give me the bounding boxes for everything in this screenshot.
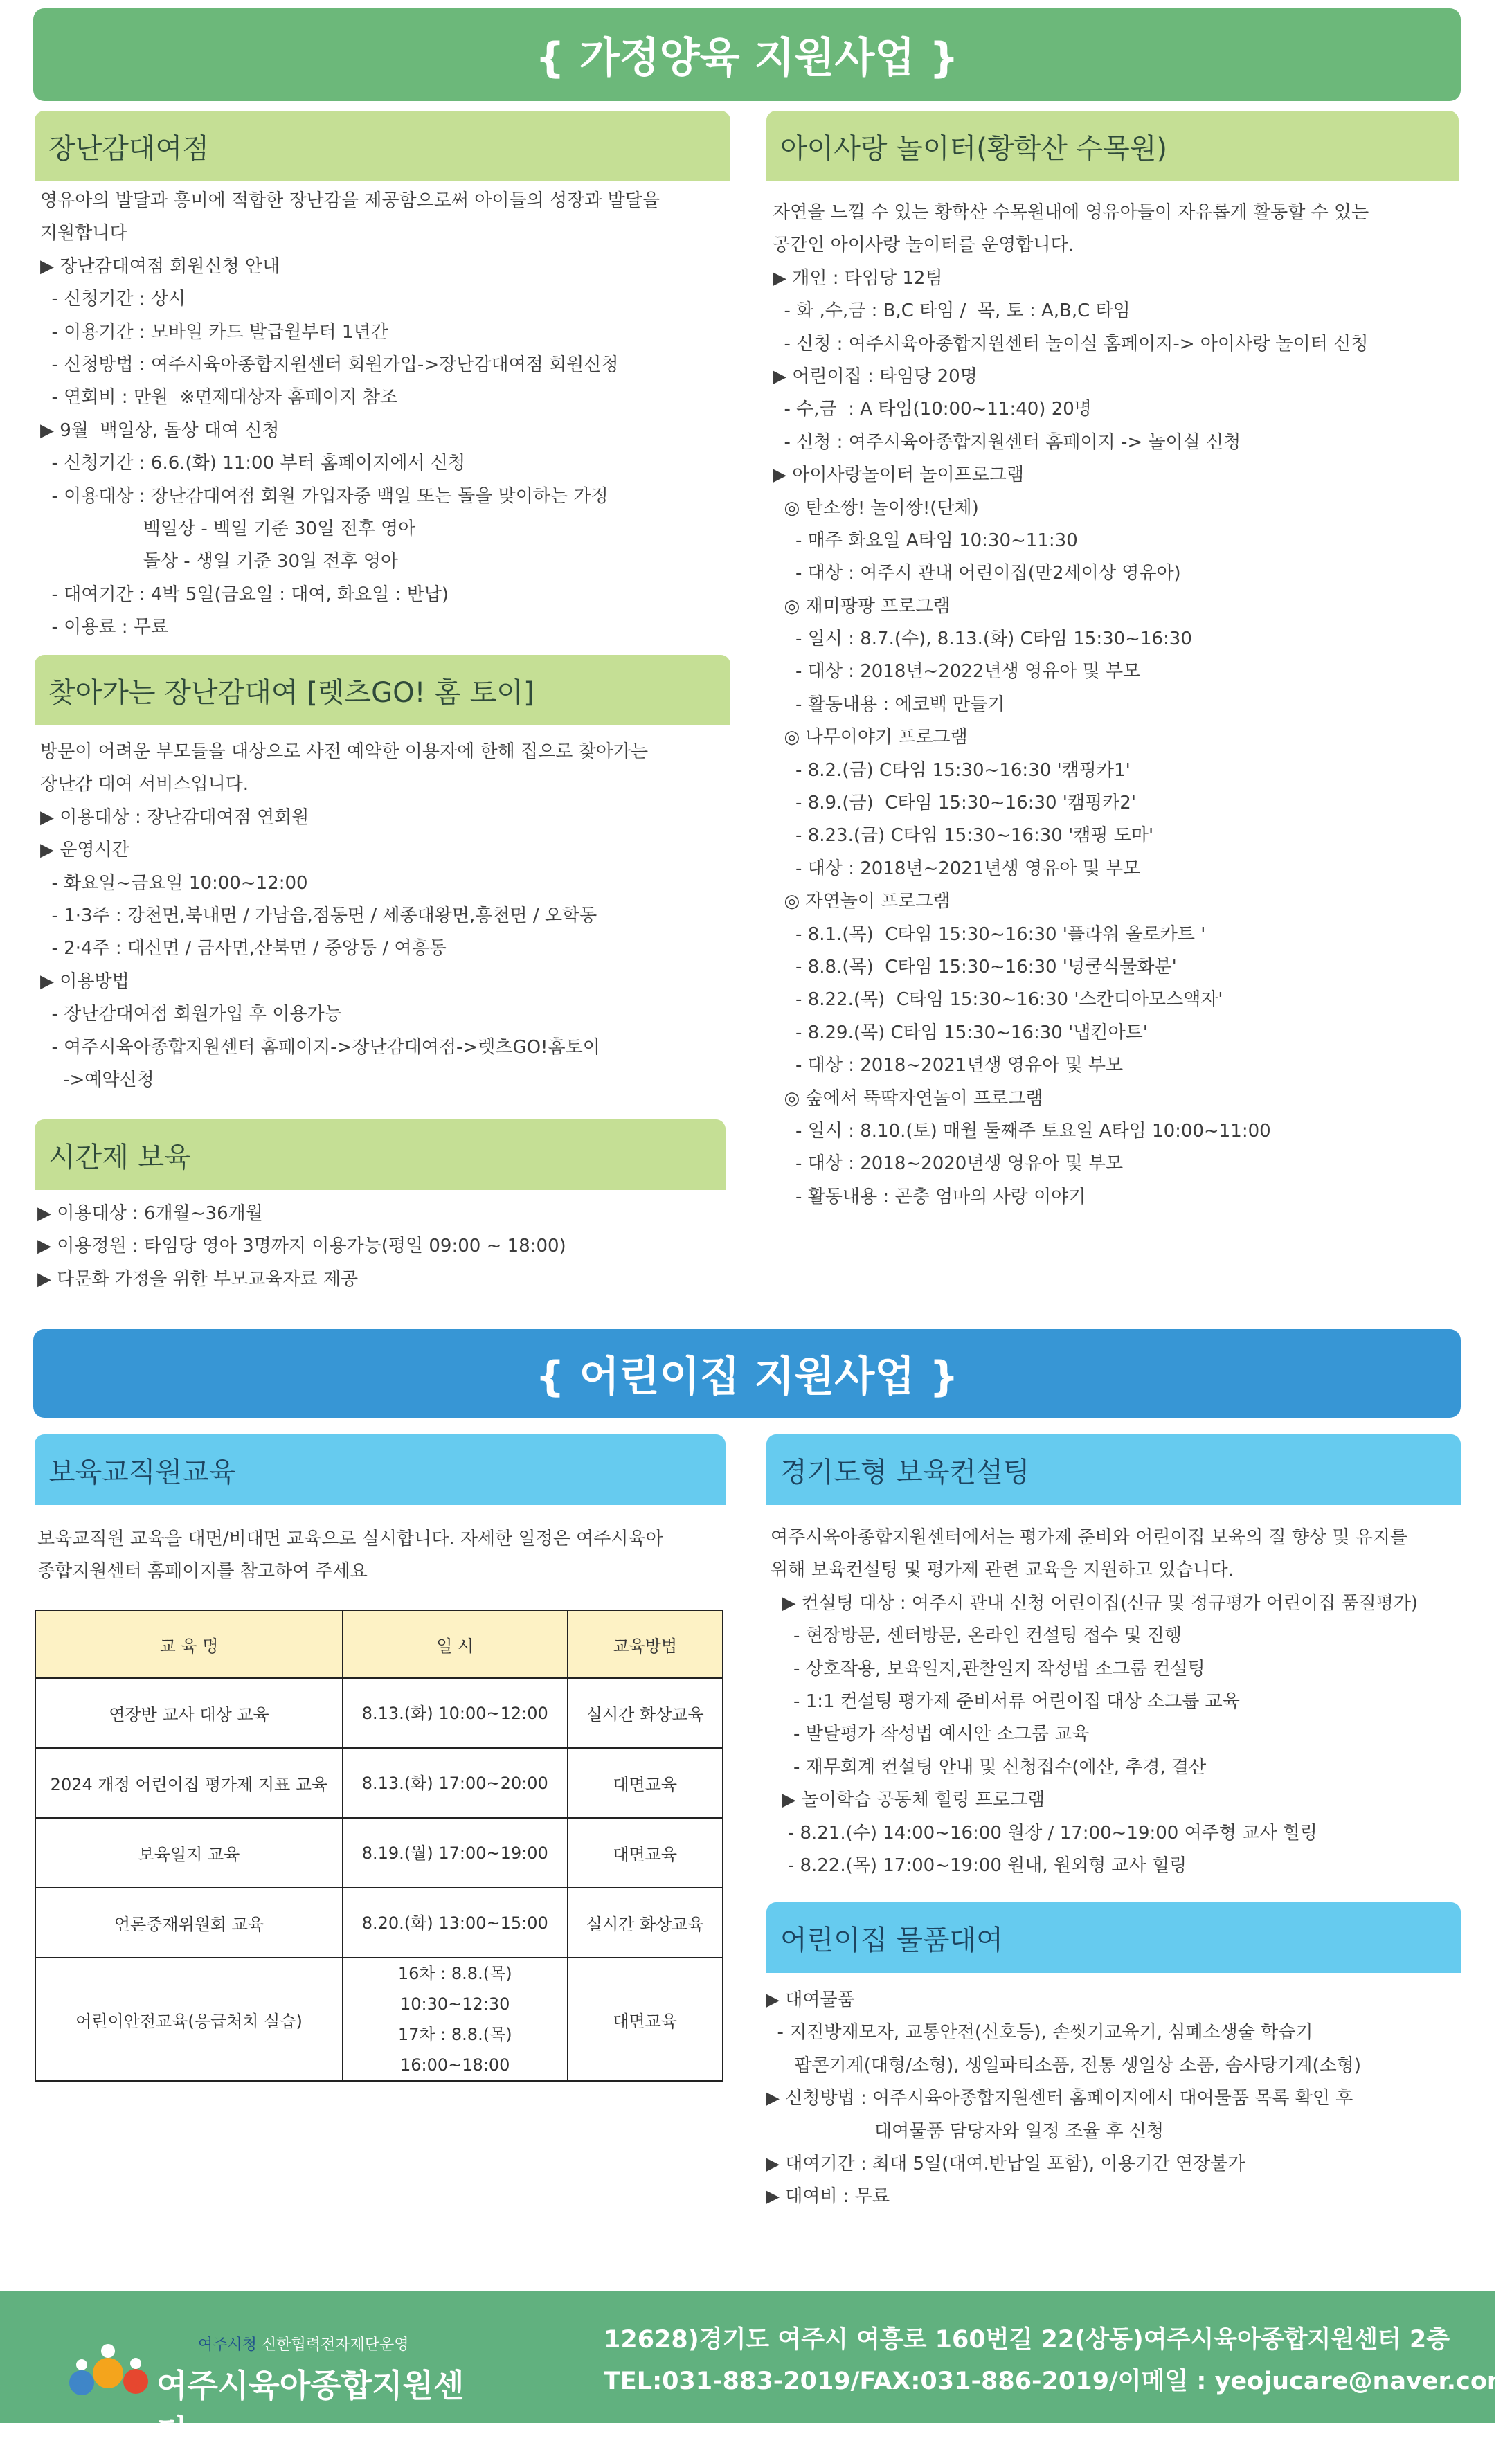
text-line: 영유아의 발달과 흥미에 적합한 장난감을 제공함으로써 아이들의 성장과 발달을	[40, 190, 660, 211]
text-line: ▶ 9월 백일상, 돌상 대여 신청	[40, 420, 280, 441]
text-line: ◎ 나무이야기 프로그램	[773, 727, 968, 748]
text-line: - 8.23.(금) C타임 15:30~16:30 '캠핑 도마'	[773, 825, 1154, 847]
text-line: - 일시 : 8.10.(토) 매월 둘째주 토요일 A타임 10:00~11:00	[773, 1120, 1271, 1142]
text-line: ▶ 이용정원 : 타임당 영아 3명까지 이용가능(평일 09:00 ~ 18:00)	[37, 1236, 566, 1257]
course-date: 16차 : 8.8.(목) 10:30~12:30 17차 : 8.8.(목) 16:00~18:00	[343, 1958, 568, 2081]
header-method: 교육방법	[568, 1610, 723, 1678]
course-method: 대면교육	[568, 1748, 723, 1818]
course-name: 어린이안전교육(응급처치 실습)	[35, 1958, 343, 2081]
toy-library-title: 장난감대여점	[48, 132, 209, 165]
text-line: - 활동내용 : 에코백 만들기	[773, 694, 1005, 715]
toy-go-title: 찾아가는 장난감대여 [렛츠GO! 홈 토이]	[48, 676, 534, 709]
text-line: ▶ 운영시간	[40, 840, 129, 861]
text-line: - 대여기간 : 4박 5일(금요일 : 대여, 화요일 : 반납)	[40, 584, 449, 605]
text-line: ◎ 숲에서 뚝딱자연놀이 프로그램	[773, 1088, 1043, 1109]
text-line: - 일시 : 8.7.(수), 8.13.(화) C타임 15:30~16:30	[773, 629, 1192, 650]
text-line: - 이용기간 : 모바일 카드 발급월부터 1년간	[40, 321, 388, 343]
text-line: - 신청 : 여주시육아종합지원센터 놀이실 홈페이지-> 아이사랑 놀이터 신청	[773, 333, 1369, 354]
header-course-name: 교 육 명	[35, 1610, 343, 1678]
text-line: ▶ 이용대상 : 6개월~36개월	[37, 1203, 263, 1224]
family-support-banner	[33, 8, 1461, 101]
course-method: 대면교육	[568, 1818, 723, 1888]
text-line: - 8.21.(수) 14:00~16:00 원장 / 17:00~19:00 여주형 교사 힐링	[771, 1822, 1317, 1843]
table-row	[35, 1958, 723, 2081]
text-line: - 지진방재모자, 교통안전(신호등), 손씻기교육기, 심폐소생술 학습기	[766, 2022, 1313, 2044]
logo-subtitle: 여주시청 신한협력전자재단운영	[198, 2336, 409, 2354]
text-line: - 매주 화요일 A타임 10:30~11:30	[773, 530, 1078, 551]
text-line: 종합지원센터 홈페이지를 참고하여 주세요	[37, 1561, 368, 1583]
text-line: - 8.9.(금) C타임 15:30~16:30 '캠핑카2'	[773, 793, 1136, 814]
table-row	[35, 1888, 723, 1958]
table-header-row	[35, 1610, 723, 1678]
text-line: - 발달평가 작성법 예시안 소그룹 교육	[771, 1724, 1090, 1745]
text-line: - 활동내용 : 곤충 엄마의 사랑 이야기	[773, 1186, 1086, 1207]
daycare-support-banner	[33, 1329, 1461, 1418]
course-name: 2024 개정 어린이집 평가제 지표 교육	[35, 1748, 343, 1818]
text-line: ▶ 신청방법 : 여주시육아종합지원센터 홈페이지에서 대여물품 목록 확인 후	[766, 2088, 1353, 2109]
text-line: - 1:1 컨설팅 평가제 준비서류 어린이집 대상 소그룹 교육	[771, 1691, 1240, 1712]
daycare-support-title: { 어린이집 지원사업 }	[535, 1353, 959, 1401]
text-line: - 8.8.(목) C타임 15:30~16:30 '넝쿨식물화분'	[773, 956, 1177, 977]
text-line: - 대상 : 2018~2020년생 영유아 및 부모	[773, 1153, 1124, 1175]
text-line: - 수,금 : A 타임(10:00~11:40) 20명	[773, 399, 1092, 420]
consulting-header	[766, 1434, 1461, 1505]
playground-header	[766, 111, 1459, 181]
teacher-edu-header	[35, 1434, 726, 1505]
center-address: 12628)경기도 여주시 여흥로 160번길 22(상동)여주시육아종합지원센터 2층	[604, 2326, 1450, 2354]
playground-title: 아이사랑 놀이터(황학산 수목원)	[780, 132, 1167, 165]
text-line: - 8.22.(목) 17:00~19:00 원내, 원외형 교사 힐링	[771, 1855, 1187, 1876]
logo-name: 여주시육아종합지원센터	[156, 2367, 465, 2450]
text-line: - 이용료 : 무료	[40, 617, 169, 638]
hourly-care-header	[35, 1119, 726, 1190]
text-line: - 8.2.(금) C타임 15:30~16:30 '캠핑카1'	[773, 759, 1131, 781]
course-method: 실시간 화상교육	[568, 1678, 723, 1748]
table-row	[35, 1678, 723, 1748]
text-line: - 8.22.(목) C타임 15:30~16:30 '스칸디아모스액자'	[773, 989, 1223, 1011]
hourly-care-body	[37, 1198, 566, 1296]
course-name: 언론중재위원회 교육	[35, 1888, 343, 1958]
text-line: 장난감 대여 서비스입니다.	[40, 774, 249, 795]
text-line: 돌상 - 생일 기준 30일 전후 영아	[40, 551, 399, 573]
family-logo-icon	[66, 2333, 156, 2402]
course-date: 8.13.(화) 17:00~20:00	[343, 1748, 568, 1818]
text-line: ◎ 탄소짱! 놀이짱!(단체)	[773, 497, 979, 519]
text-line: ▶ 이용대상 : 장난감대여점 연회원	[40, 806, 309, 828]
course-date: 8.19.(월) 17:00~19:00	[343, 1818, 568, 1888]
text-line: ▶ 대여비 : 무료	[766, 2186, 890, 2208]
text-line: - 대상 : 2018년~2022년생 영유아 및 부모	[773, 661, 1141, 683]
text-line: 대여물품 담당자와 일정 조율 후 신청	[766, 2120, 1164, 2142]
text-line: ◎ 자연놀이 프로그램	[773, 891, 951, 912]
playground-body	[773, 197, 1369, 1214]
text-line: - 1·3주 : 강천면,북내면 / 가남읍,점동면 / 세종대왕면,흥천면 / 오학동	[40, 905, 597, 926]
course-name: 보육일지 교육	[35, 1818, 343, 1888]
text-line: ◎ 재미팡팡 프로그램	[773, 595, 951, 617]
text-line: - 상호작용, 보육일지,관찰일지 작성법 소그룹 컨설팅	[771, 1658, 1205, 1679]
text-line: - 연회비 : 만원 ※면제대상자 홈페이지 참조	[40, 387, 398, 408]
text-line: 지원합니다	[40, 223, 127, 244]
text-line: 팝콘기계(대형/소형), 생일파티소품, 전통 생일상 소품, 솜사탕기계(소형)	[766, 2055, 1362, 2076]
text-line: - 8.29.(목) C타임 15:30~16:30 '냅킨아트'	[773, 1022, 1148, 1043]
family-support-title: { 가정양육 지원사업 }	[535, 34, 959, 82]
text-line: 위해 보육컨설팅 및 평가제 관련 교육을 지원하고 있습니다.	[771, 1560, 1234, 1581]
text-line: ▶ 장난감대여점 회원신청 안내	[40, 255, 280, 277]
supply-rental-body	[766, 1984, 1361, 2214]
text-line: - 신청방법 : 여주시육아종합지원센터 회원가입->장난감대여점 회원신청	[40, 354, 619, 375]
teacher-edu-body	[37, 1523, 663, 1589]
toy-library-body	[40, 185, 660, 644]
toy-go-body	[40, 736, 648, 1097]
course-date: 8.13.(화) 10:00~12:00	[343, 1678, 568, 1748]
text-line: - 신청기간 : 상시	[40, 289, 186, 310]
teacher-edu-title: 보육교직원교육	[48, 1456, 236, 1488]
text-line: - 이용대상 : 장난감대여점 회원 가입자중 백일 또는 돌을 맞이하는 가정	[40, 485, 609, 507]
text-line: 여주시육아종합지원센터에서는 평가제 준비와 어린이집 보육의 질 향상 및 유지를	[771, 1527, 1408, 1548]
course-name: 연장반 교사 대상 교육	[35, 1678, 343, 1748]
text-line: - 현장방문, 센터방문, 온라인 컨설팅 접수 및 진행	[771, 1625, 1182, 1647]
text-line: - 2·4주 : 대신면 / 금사면,산북면 / 중앙동 / 여흥동	[40, 938, 447, 959]
text-line: - 재무회계 컨설팅 안내 및 신청접수(예산, 추경, 결산	[771, 1756, 1207, 1778]
text-line: 보육교직원 교육을 대면/비대면 교육으로 실시합니다. 자세한 일정은 여주시육아	[37, 1529, 663, 1549]
course-method: 대면교육	[568, 1958, 723, 2081]
text-line: - 신청 : 여주시육아종합지원센터 홈페이지 -> 놀이실 신청	[773, 431, 1241, 453]
course-date: 8.20.(화) 13:00~15:00	[343, 1888, 568, 1958]
toy-library-header	[35, 111, 730, 181]
text-line: - 장난감대여점 회원가입 후 이용가능	[40, 1004, 342, 1025]
text-line: ▶ 개인 : 타임당 12팀	[773, 267, 943, 289]
text-line: 자연을 느낄 수 있는 황학산 수목원내에 영유아들이 자유롭게 활동할 수 있는	[773, 202, 1369, 223]
text-line: - 대상 : 여주시 관내 어린이집(만2세이상 영유아)	[773, 563, 1181, 584]
text-line: 백일상 - 백일 기준 30일 전후 영아	[40, 518, 416, 539]
consulting-title: 경기도형 보육컨설팅	[780, 1456, 1030, 1488]
text-line: - 대상 : 2018~2021년생 영유아 및 부모	[773, 1055, 1124, 1076]
education-schedule-table	[35, 1610, 723, 2082]
text-line: ▶ 이용방법	[40, 971, 129, 992]
text-line: 방문이 어려운 부모들을 대상으로 사전 예약한 이용자에 한해 집으로 찾아가는	[40, 741, 649, 762]
text-line: ▶ 놀이학습 공동체 힐링 프로그램	[771, 1790, 1045, 1811]
supply-rental-header	[766, 1902, 1461, 1973]
table-row	[35, 1818, 723, 1888]
text-line: - 여주시육아종합지원센터 홈페이지->장난감대여점->렛츠GO!홈토이	[40, 1036, 600, 1058]
center-logo	[66, 2333, 482, 2450]
text-line: 공간인 아이사랑 놀이터를 운영합니다.	[773, 235, 1074, 256]
text-line: ->예약신청	[40, 1069, 154, 1090]
hourly-care-title: 시간제 보육	[48, 1141, 191, 1173]
text-line: - 8.1.(목) C타임 15:30~16:30 '플라워 올로카트 '	[773, 923, 1206, 945]
header-date: 일 시	[343, 1610, 568, 1678]
text-line: - 화 ,수,금 : B,C 타임 / 목, 토 : A,B,C 타임	[773, 300, 1131, 322]
text-line: ▶ 대여물품	[766, 1990, 855, 2010]
consulting-body	[771, 1522, 1418, 1882]
toy-go-header	[35, 655, 730, 725]
text-line: - 대상 : 2018년~2021년생 영유아 및 부모	[773, 858, 1141, 879]
text-line: ▶ 다문화 가정을 위한 부모교육자료 제공	[37, 1268, 359, 1290]
text-line: ▶ 컨설팅 대상 : 여주시 관내 신청 어린이집(신규 및 정규평가 어린이집 품질평가)	[771, 1592, 1419, 1614]
table-row	[35, 1748, 723, 1818]
text-line: ▶ 어린이집 : 타임당 20명	[773, 366, 978, 387]
center-contact: TEL:031-883-2019/FAX:031-886-2019/이메일 : yeojucare@naver.com	[604, 2368, 1512, 2395]
text-line: - 화요일~금요일 10:00~12:00	[40, 872, 308, 894]
course-method: 실시간 화상교육	[568, 1888, 723, 1958]
text-line: ▶ 대여기간 : 최대 5일(대여.반납일 포함), 이용기간 연장불가	[766, 2153, 1245, 2174]
text-line: ▶ 아이사랑놀이터 놀이프로그램	[773, 465, 1025, 486]
text-line: - 신청기간 : 6.6.(화) 11:00 부터 홈페이지에서 신청	[40, 453, 466, 474]
supply-rental-title: 어린이집 물품대여	[780, 1924, 1003, 1956]
